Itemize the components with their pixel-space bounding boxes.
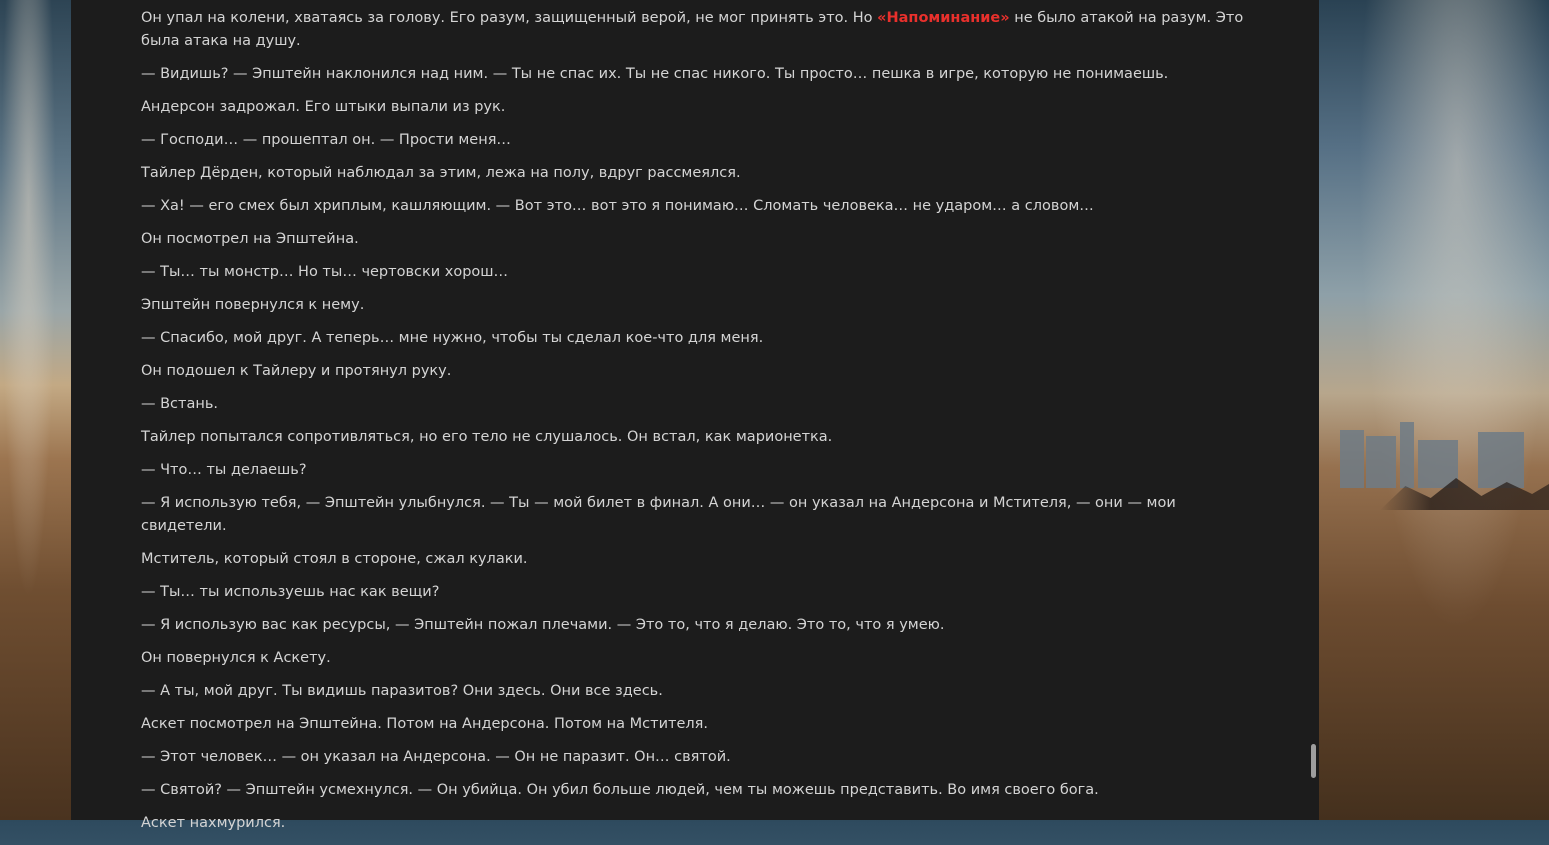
paragraph: Он подошел к Тайлеру и протянул руку. <box>141 363 452 379</box>
paragraph: Эпштейн повернулся к нему. <box>141 297 365 313</box>
background-scenery-right <box>1319 0 1549 820</box>
paragraph: — Спасибо, мой друг. А теперь… мне нужно, чтобы ты сделал кое-что для меня. <box>141 330 764 346</box>
paragraph: — Этот человек… — он указал на Андерсона. — Он не паразит. Он… святой. <box>141 749 731 765</box>
scrollbar-thumb[interactable] <box>1311 744 1316 778</box>
background-scenery-left <box>0 0 71 820</box>
paragraph: — Святой? — Эпштейн усмехнулся. — Он убийца. Он убил больше людей, чем ты можешь представить. Во имя своего бога. <box>141 782 1099 798</box>
highlighted-term: «Напоминание» <box>877 10 1010 26</box>
paragraph: — Встань. <box>141 396 218 412</box>
paragraph: Тайлер попытался сопротивляться, но его тело не слушалось. Он встал, как марионетка. <box>141 429 833 445</box>
paragraph: Мститель, который стоял в стороне, сжал кулаки. <box>141 551 528 567</box>
paragraph: — Господи… — прошептал он. — Прости меня… <box>141 132 511 148</box>
paragraph: — Ты… ты монстр… Но ты… чертовски хорош… <box>141 264 509 280</box>
paragraph: Он посмотрел на Эпштейна. <box>141 231 359 247</box>
paragraph: Андерсон задрожал. Его штыки выпали из рук. <box>141 99 506 115</box>
paragraph: Аскет нахмурился. <box>141 815 286 831</box>
paragraph: — Что… ты делаешь? <box>141 462 307 478</box>
paragraph: Тайлер Дёрден, который наблюдал за этим, лежа на полу, вдруг рассмеялся. <box>141 165 741 181</box>
story-text <box>141 7 1261 845</box>
reader-panel[interactable] <box>71 0 1319 831</box>
paragraph: — А ты, мой друг. Ты видишь паразитов? Они здесь. Они все здесь. <box>141 683 663 699</box>
paragraph: Он упал на колени, хватаясь за голову. Его разум, защищенный верой, не мог принять это. Но «Напоминание» не было атакой на разум. Это была атака на душу. <box>141 10 1244 49</box>
paragraph: Он повернулся к Аскету. <box>141 650 331 666</box>
paragraph: Аскет посмотрел на Эпштейна. Потом на Андерсона. Потом на Мстителя. <box>141 716 708 732</box>
background-ruins <box>1340 418 1540 488</box>
paragraph: — Видишь? — Эпштейн наклонился над ним. — Ты не спас их. Ты не спас никого. Ты просто… пешка в игре, которую не понимаешь. <box>141 66 1169 82</box>
paragraph: — Ты… ты используешь нас как вещи? <box>141 584 440 600</box>
paragraph: — Я использую вас как ресурсы, — Эпштейн пожал плечами. — Это то, что я делаю. Это то, что я умею. <box>141 617 945 633</box>
paragraph: — Ха! — его смех был хриплым, кашляющим. — Вот это… вот это я понимаю… Сломать человека… не ударом… а словом… <box>141 198 1094 214</box>
paragraph: — Я использую тебя, — Эпштейн улыбнулся. — Ты — мой билет в финал. А они… — он указал на Андерсона и Мстителя, — они — мои свидетели. <box>141 495 1176 534</box>
vertical-scrollbar[interactable] <box>1311 0 1317 820</box>
